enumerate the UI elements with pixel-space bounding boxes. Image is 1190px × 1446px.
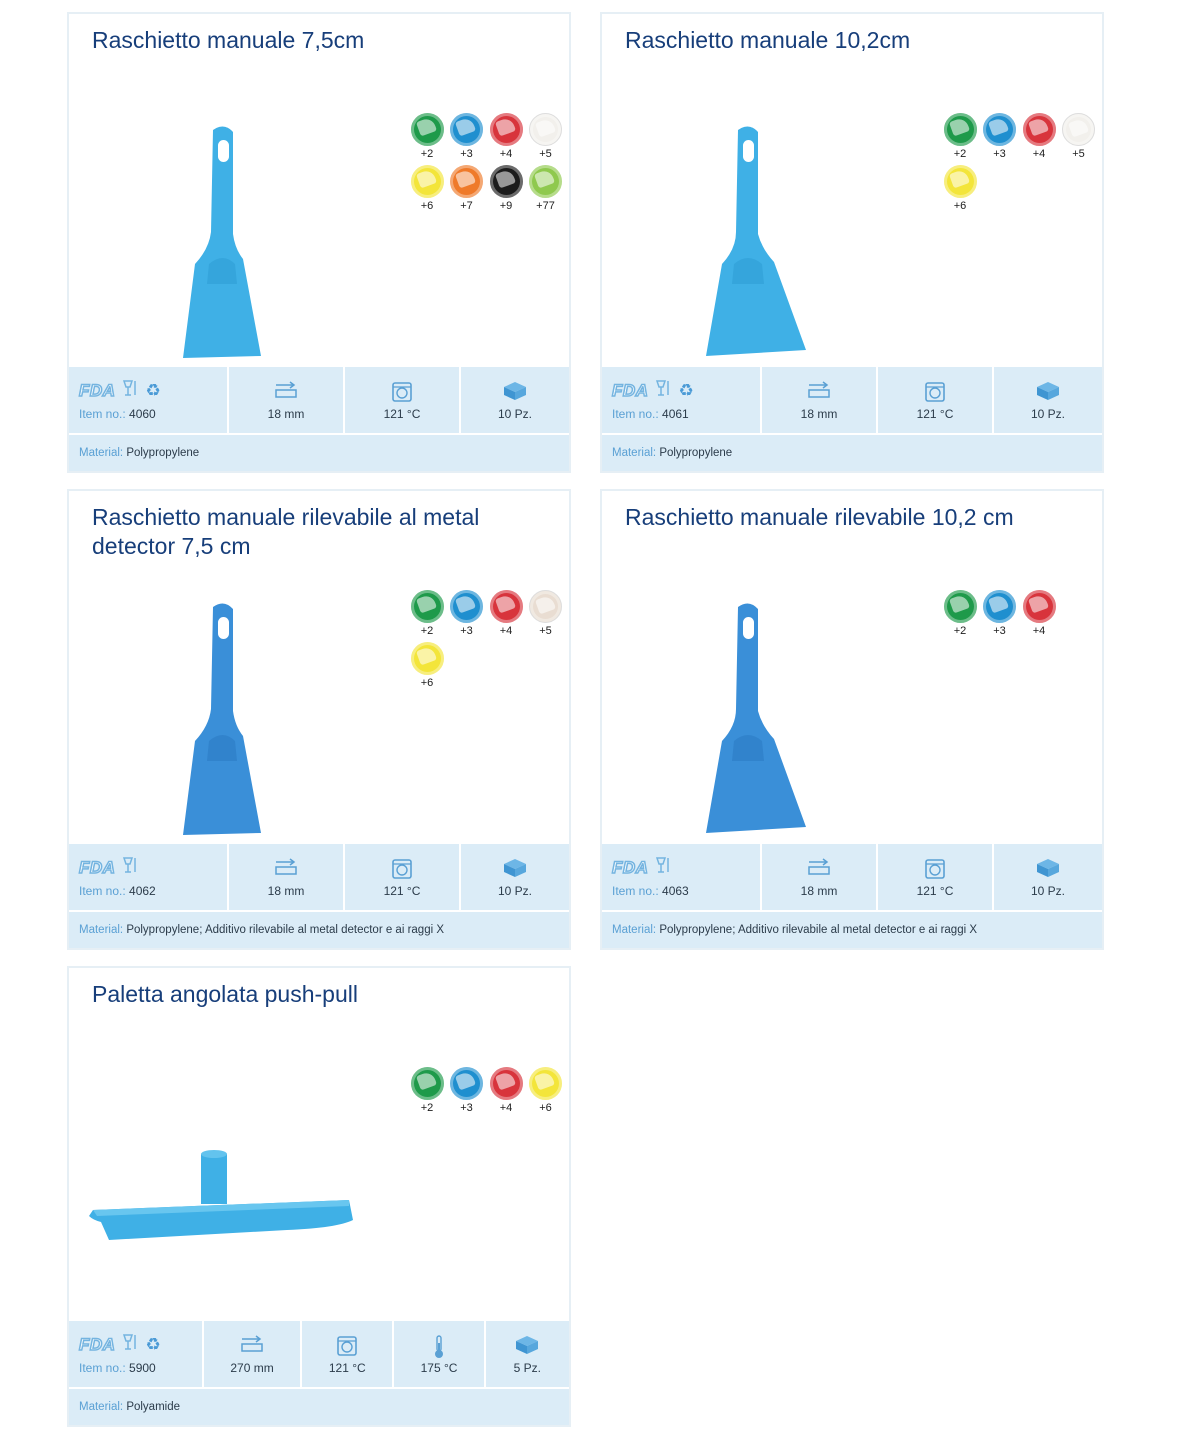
hand-scraper-image	[702, 124, 812, 360]
product-card	[600, 489, 1104, 950]
spec-bar	[602, 367, 1102, 433]
color-code: +77	[536, 200, 555, 212]
color-dot	[529, 590, 562, 623]
material-bar	[69, 910, 569, 948]
washing-temp-cell	[302, 1321, 394, 1387]
food-safe-icon	[654, 379, 672, 402]
spec-bar	[69, 1321, 569, 1387]
product-title: Raschietto manuale 10,2cm	[625, 27, 911, 53]
color-dot	[529, 113, 562, 146]
box-icon	[503, 858, 527, 883]
color-code: +5	[539, 148, 552, 160]
color-swatch	[1021, 113, 1057, 165]
color-swatch	[449, 165, 485, 217]
material-text: Material: Polypropylene	[612, 447, 733, 459]
thermometer-icon	[432, 1335, 446, 1364]
color-swatch	[409, 642, 445, 694]
product-card	[67, 12, 571, 473]
color-code: +2	[953, 148, 967, 160]
color-swatch	[982, 590, 1018, 642]
spec-value: 270 mm	[230, 1361, 274, 1375]
spec-value: 175 °C	[420, 1361, 458, 1375]
item-number: Item no.: 4061	[612, 407, 689, 421]
item-number: Item no.: 5900	[79, 1361, 156, 1375]
product-title: Raschietto manuale rilevabile al metal detector 7,5 cm	[92, 504, 480, 559]
item-number: Item no.: 4060	[79, 407, 156, 421]
color-dot	[1023, 113, 1056, 146]
width-cell	[204, 1321, 302, 1387]
item-number: Item no.: 4063	[612, 884, 689, 898]
color-dot	[411, 590, 444, 623]
color-swatch	[1061, 113, 1097, 165]
spec-value: 5 Pz.	[513, 1361, 542, 1375]
material-text: Material: Polyamide	[79, 1401, 181, 1413]
spec-value: 121 °C	[916, 407, 954, 421]
color-swatch	[942, 165, 978, 217]
spec-value: 121 °C	[916, 884, 954, 898]
color-dot	[450, 590, 483, 623]
item-cell	[69, 367, 229, 433]
color-swatch	[942, 113, 978, 165]
color-swatch	[488, 165, 524, 217]
food-safe-icon	[121, 856, 139, 879]
color-code: +6	[420, 677, 434, 689]
dishwasher-icon	[924, 381, 946, 408]
color-code: +2	[420, 1102, 434, 1114]
spec-value: 18 mm	[800, 407, 838, 421]
color-dot	[490, 1067, 523, 1100]
color-dot	[944, 113, 977, 146]
fda-logo: FDA	[79, 857, 116, 877]
box-icon	[1036, 858, 1060, 883]
pack-size-cell	[994, 844, 1102, 910]
color-swatch	[409, 590, 445, 642]
fda-logo: FDA	[612, 380, 649, 400]
spec-value: 18 mm	[800, 884, 838, 898]
item-cell	[602, 367, 762, 433]
dishwasher-icon	[924, 858, 946, 885]
color-swatch	[449, 113, 485, 165]
color-swatch	[409, 165, 445, 217]
ruler-icon	[240, 1335, 264, 1358]
dishwasher-icon	[336, 1335, 358, 1362]
color-code: +4	[1032, 148, 1046, 160]
thickness-cell	[762, 844, 878, 910]
food-safe-icon	[121, 379, 139, 402]
ruler-icon	[807, 381, 831, 404]
color-code: +3	[460, 148, 473, 160]
spec-value: 10 Pz.	[497, 407, 533, 421]
color-swatch	[488, 590, 524, 642]
color-swatch	[942, 590, 978, 642]
spec-value: 18 mm	[267, 407, 305, 421]
color-dot	[411, 113, 444, 146]
spec-bar	[69, 844, 569, 910]
color-code: +9	[499, 200, 513, 212]
product-title: Paletta angolata push-pull	[92, 981, 358, 1007]
color-dot	[411, 165, 444, 198]
color-dot	[490, 590, 523, 623]
color-code: +4	[499, 625, 513, 637]
recycle-icon: ♻	[145, 1334, 161, 1354]
push-pull-paddle-image	[87, 1148, 357, 1248]
color-dot	[529, 165, 562, 198]
color-code: +3	[993, 148, 1006, 160]
thickness-cell	[229, 844, 345, 910]
spec-value: 121 °C	[328, 1361, 366, 1375]
ruler-icon	[807, 858, 831, 881]
color-dot	[450, 1067, 483, 1100]
pack-size-cell	[994, 367, 1102, 433]
color-code: +7	[460, 200, 473, 212]
pack-size-cell	[486, 1321, 569, 1387]
color-swatch	[528, 113, 564, 165]
max-temp-cell	[394, 1321, 485, 1387]
color-code: +4	[499, 148, 513, 160]
recycle-icon: ♻	[145, 380, 161, 400]
product-card	[600, 12, 1104, 473]
material-text: Material: Polypropylene	[79, 447, 200, 459]
spec-value: 10 Pz.	[1030, 407, 1066, 421]
spec-bar	[602, 844, 1102, 910]
color-code: +4	[499, 1102, 513, 1114]
recycle-icon: ♻	[678, 380, 694, 400]
color-dot	[1023, 590, 1056, 623]
ruler-icon	[274, 381, 298, 404]
material-bar	[602, 433, 1102, 471]
detectable-scraper-image	[169, 601, 279, 837]
color-dot	[490, 113, 523, 146]
dishwasher-icon	[391, 858, 413, 885]
box-icon	[515, 1335, 539, 1360]
color-swatch	[528, 1067, 564, 1119]
item-number: Item no.: 4062	[79, 884, 156, 898]
color-dot	[983, 113, 1016, 146]
material-text: Material: Polypropylene; Additivo rilevabile al metal detector e ai raggi X	[612, 924, 978, 936]
material-bar	[602, 910, 1102, 948]
item-cell	[69, 844, 229, 910]
color-dot	[450, 113, 483, 146]
material-text: Material: Polypropylene; Additivo rilevabile al metal detector e ai raggi X	[79, 924, 445, 936]
color-swatch	[449, 590, 485, 642]
color-code: +5	[1072, 148, 1085, 160]
pack-size-cell	[461, 844, 569, 910]
color-dot	[411, 642, 444, 675]
color-dot	[1062, 113, 1095, 146]
item-cell	[602, 844, 762, 910]
item-cell	[69, 1321, 204, 1387]
spec-value: 121 °C	[383, 407, 421, 421]
fda-logo: FDA	[79, 380, 116, 400]
hand-scraper-image	[169, 124, 279, 360]
color-dot	[490, 165, 523, 198]
spec-value: 121 °C	[383, 884, 421, 898]
ruler-icon	[274, 858, 298, 881]
color-code: +4	[1032, 625, 1046, 637]
color-swatch	[488, 113, 524, 165]
color-code: +2	[420, 625, 434, 637]
thickness-cell	[229, 367, 345, 433]
color-dot	[983, 590, 1016, 623]
material-bar	[69, 1387, 569, 1425]
color-swatch	[1021, 590, 1057, 642]
color-swatch	[982, 113, 1018, 165]
product-title: Raschietto manuale 7,5cm	[92, 27, 365, 53]
color-code: +3	[460, 625, 473, 637]
washing-temp-cell	[345, 367, 461, 433]
color-code: +3	[460, 1102, 473, 1114]
washing-temp-cell	[878, 844, 994, 910]
color-swatch	[449, 1067, 485, 1119]
color-swatch	[409, 1067, 445, 1119]
color-swatch	[528, 590, 564, 642]
thickness-cell	[762, 367, 878, 433]
color-code: +6	[539, 1102, 552, 1114]
food-safe-icon	[121, 1333, 139, 1356]
detectable-scraper-image	[702, 601, 812, 837]
food-safe-icon	[654, 856, 672, 879]
fda-logo: FDA	[612, 857, 649, 877]
box-icon	[503, 381, 527, 406]
dishwasher-icon	[391, 381, 413, 408]
spec-bar	[69, 367, 569, 433]
color-code: +2	[953, 625, 967, 637]
spec-value: 18 mm	[267, 884, 305, 898]
color-code: +5	[539, 625, 552, 637]
washing-temp-cell	[878, 367, 994, 433]
color-code: +6	[953, 200, 967, 212]
color-dot	[450, 165, 483, 198]
box-icon	[1036, 381, 1060, 406]
fda-logo: FDA	[79, 1334, 116, 1354]
product-title: Raschietto manuale rilevabile 10,2 cm	[625, 504, 1014, 530]
material-bar	[69, 433, 569, 471]
spec-value: 10 Pz.	[497, 884, 533, 898]
product-card	[67, 966, 571, 1427]
color-code: +6	[420, 200, 434, 212]
color-dot	[529, 1067, 562, 1100]
color-dot	[411, 1067, 444, 1100]
washing-temp-cell	[345, 844, 461, 910]
color-code: +3	[993, 625, 1006, 637]
color-swatch	[528, 165, 564, 217]
color-swatch	[409, 113, 445, 165]
color-swatch	[488, 1067, 524, 1119]
color-dot	[944, 590, 977, 623]
product-card	[67, 489, 571, 950]
spec-value: 10 Pz.	[1030, 884, 1066, 898]
color-dot	[944, 165, 977, 198]
pack-size-cell	[461, 367, 569, 433]
color-code: +2	[420, 148, 434, 160]
